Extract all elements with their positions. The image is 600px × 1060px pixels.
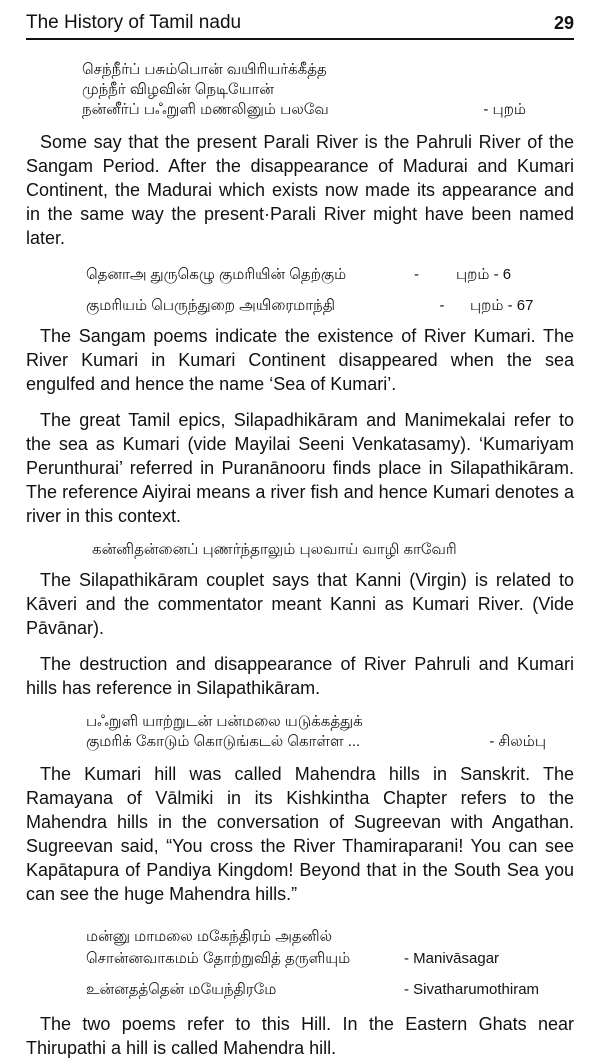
verse-source: - புறம் [483,101,526,118]
verse-line: நன்னீர்ப் பஃறுளி மணலினும் பலவே [82,101,329,118]
paragraph: The Silapathikāram couplet says that Kanni (Virgin) is related to Kāveri and the commentator meant Kanni as Kumari River. (Vide Pāvānar). [26,570,574,638]
verse-source: புறம் - 6 [456,266,512,283]
paragraph: The Kumari hill was called Mahendra hills in Sanskrit. The Ramayana of Vālmiki in its Kishkintha Chapter refers to the Mahendra hills in the conversation of Sugreevan with Angathan. Sugreevan said, “You cross the River Thamiraparani! You can see Kapātapura of Pandiya Kingdom! Beyond that in the South Sea you can see the huge Mahendra hills.” [26,764,574,904]
verse-line: கன்னிதன்னைப் புணர்ந்தாலும் புலவாய் வாழி காவேரி [92,541,457,558]
verse-line: செந்நீர்ப் பசும்பொன் வயிரியர்க்கீத்த [82,61,327,78]
verse-line: உன்னதத்தென் மயேந்திரமே [86,981,277,998]
verse-citation-row [86,265,574,285]
paragraph: Some say that the present Parali River is the Pahruli River of the Sangam Period. After the disappearance of Madurai and Kumari Continent, the Madurai which exists now made its appearance and in the same way the present·Parali River might have been named later. [26,132,574,248]
paragraph: The great Tamil epics, Silapadhikāram and Manimekalai refer to the sea as Kumari (vide Mayilai Seeni Venkatasamy). ‘Kumariyam Perunthurai’ referred in Puranānooru finds place in Silapathikāram. The reference Aiyirai means a river fish and hence Kumari denotes a river in this context. [26,410,574,526]
verse-line: பஃறுளி யாற்றுடன் பன்மலை யடுக்கத்துக் [86,713,363,730]
verse-line: தெனாஅ துருகெழு குமரியின் தெற்கும் [86,266,347,283]
verse-citation-row [86,296,574,316]
verse-line: குமரிக் கோடும் கொடுங்கடல் கொள்ள ... [86,733,361,750]
citation-dash: - [439,297,445,314]
verse-source: - Manivāsagar [404,950,500,967]
tamil-verse-kaveri [92,540,574,560]
tamil-verse-manivasagar [86,926,574,970]
paragraph: The destruction and disappearance of River Pahruli and Kumari hills has reference in Silapathikāram. [26,654,574,698]
verse-source: - சிலம்பு [489,733,546,750]
running-header [26,0,574,40]
citation-dash: - [414,266,419,283]
verse-line: குமரியம் பெருந்துறை அயிரைமாந்தி [86,297,335,314]
verse-line: மன்னு மாமலை மகேந்திரம் அதனில் [86,928,333,945]
tamil-verse-silambu [86,712,546,752]
verse-line: முந்நீர் விழவின் நெடியோன் [82,81,274,98]
verse-line: சொன்னவாகமம் தோற்றுவித் தருளியும் [86,950,351,967]
verse-source: புறம் - 67 [470,297,534,314]
page-number: 29 [553,13,574,33]
tamil-verse-puram [82,60,526,120]
tamil-verse-sivatharumothiram [86,980,574,1000]
paragraph: The Sangam poems indicate the existence of River Kumari. The River Kumari in Kumari Continent disappeared when the sea engulfed and hence the name ‘Sea of Kumari’. [26,326,574,394]
paragraph: The two poems refer to this Hill. In the Eastern Ghats near Thirupathi a hill is called Mahendra hill. [26,1014,574,1058]
book-title: The History of Tamil nadu [26,12,242,33]
verse-source: - Sivatharumothiram [404,981,540,998]
